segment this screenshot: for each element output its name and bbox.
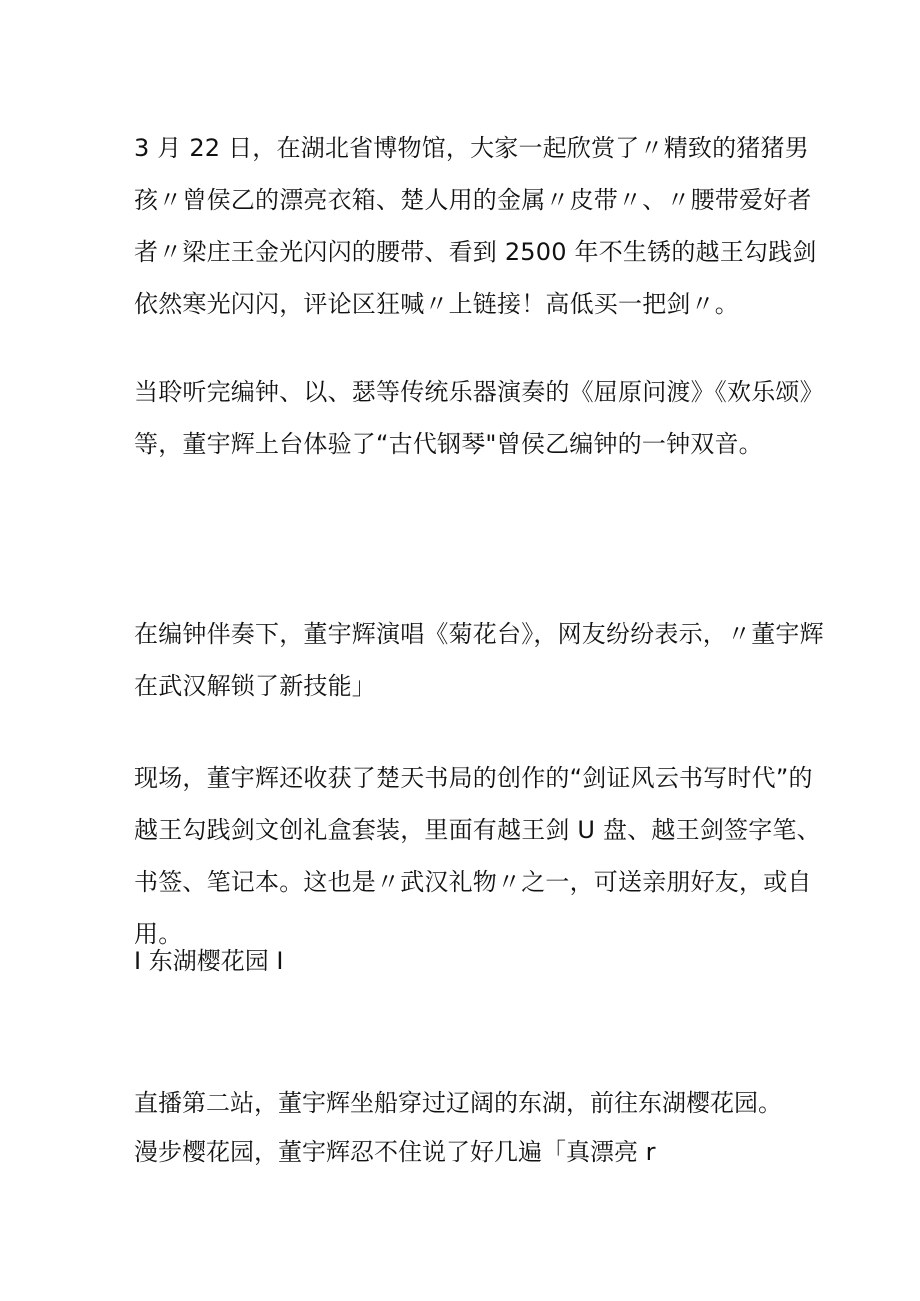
paragraph-gift-box: 现场，董宇辉还收获了楚天书局的创作的“剑证风云书写时代”的越王勾践剑文创礼盒套装，里面有越王剑 U 盘、越王剑签字笔、书签、笔记本。这也是〃武汉礼物〃之一，可送亲朋好友，或自用。 (134, 764, 821, 948)
section-heading-east-lake: I 东湖樱花园 I (134, 947, 284, 975)
paragraph-bianzhong-performance: 当聆听完编钟、以、瑟等传统乐器演奏的《屈原问渡》《欢乐颂》等，董宇辉上台体验了“古代钢琴"曾侯乙编钟的一钟双音。 (134, 378, 824, 458)
paragraph-cherry-garden: 漫步樱花园，董宇辉忍不住说了好几遍「真漂亮 r (134, 1138, 656, 1166)
paragraph-museum-visit: 3 月 22 日，在湖北省博物馆，大家一起欣赏了〃精致的猪猪男孩〃曾侯乙的漂亮衣箱、楚人用的金属〃皮带〃、〃腰带爱好者者〃梁庄王金光闪闪的腰带、看到 2500 年不生锈的越王勾践剑依然寒光闪闪，评论区狂喊〃上链接！高低买一把剑〃。 (134, 134, 817, 318)
paragraph-second-stop: 直播第二站，董宇辉坐船穿过辽阔的东湖，前往东湖樱花园。 (134, 1089, 782, 1117)
paragraph-song-performance: 在编钟伴奏下，董宇辉演唱《菊花台》，网友纷纷表示，〃董宇辉在武汉解锁了新技能」 (134, 620, 824, 700)
